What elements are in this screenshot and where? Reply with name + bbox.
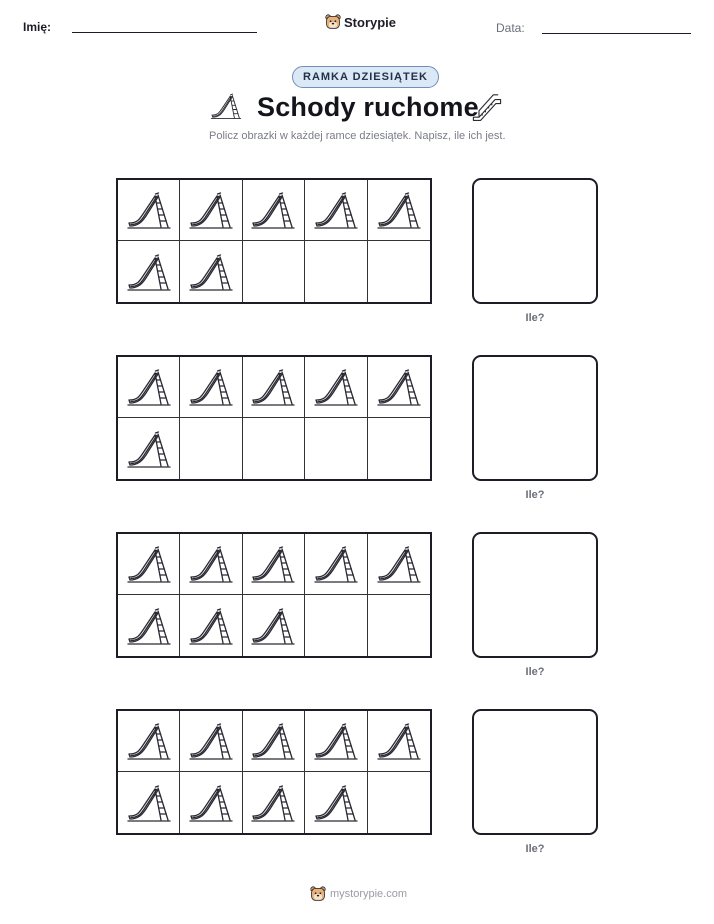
slide-icon: [127, 190, 171, 230]
ten-frame: [116, 178, 432, 304]
slide-icon: [127, 783, 171, 823]
frame-cell: [305, 595, 367, 656]
slide-icon: [210, 92, 242, 120]
ten-frame: [116, 532, 432, 658]
slide-icon: [127, 721, 171, 761]
footer: [310, 886, 407, 902]
bear-face-icon: [310, 886, 326, 902]
page-title: Schody ruchome: [257, 92, 479, 122]
frame-cell: [243, 357, 305, 418]
frame-cell: [368, 534, 430, 595]
frame-cell: [305, 418, 367, 479]
slide-icon: [314, 544, 358, 584]
frame-cell: [243, 418, 305, 479]
escalator-icon: [471, 90, 503, 122]
frame-cell: [305, 534, 367, 595]
frame-cell: [180, 534, 242, 595]
answer-label: Ile?: [525, 666, 545, 678]
slide-icon: [251, 721, 295, 761]
answer-box[interactable]: [472, 355, 598, 481]
slide-icon: [127, 544, 171, 584]
frame-cell: [118, 418, 180, 479]
frame-cell: [368, 180, 430, 241]
frame-cell: [180, 711, 242, 772]
slide-icon: [314, 783, 358, 823]
slide-icon: [314, 367, 358, 407]
frame-cell: [118, 241, 180, 302]
frame-cell: [368, 711, 430, 772]
slide-icon: [314, 721, 358, 761]
frame-cell: [180, 241, 242, 302]
slide-icon: [377, 544, 421, 584]
frame-cell: [368, 595, 430, 656]
frame-cell: [368, 772, 430, 833]
frame-cell: [118, 180, 180, 241]
frame-cell: [180, 357, 242, 418]
slide-icon: [127, 606, 171, 646]
frame-cell: [305, 180, 367, 241]
frame-cell: [180, 180, 242, 241]
slide-icon: [189, 367, 233, 407]
worksheet-type-badge: RAMKA DZIESIĄTEK: [292, 66, 439, 88]
frame-cell: [180, 418, 242, 479]
frame-cell: [368, 418, 430, 479]
frame-cell: [243, 534, 305, 595]
slide-icon: [377, 721, 421, 761]
slide-icon: [251, 367, 295, 407]
frame-cell: [305, 711, 367, 772]
footer-url: mystorypie.com: [330, 888, 408, 900]
answer-box[interactable]: [472, 178, 598, 304]
slide-icon: [314, 190, 358, 230]
frame-cell: [118, 595, 180, 656]
slide-icon: [189, 544, 233, 584]
frame-cell: [243, 241, 305, 302]
answer-box[interactable]: [472, 532, 598, 658]
frame-cell: [243, 772, 305, 833]
slide-icon: [189, 190, 233, 230]
frame-cell: [180, 772, 242, 833]
frame-cell: [368, 241, 430, 302]
slide-icon: [189, 252, 233, 292]
ten-frame: [116, 709, 432, 835]
bear-face-icon: [325, 14, 341, 30]
date-label: Data:: [496, 21, 525, 35]
slide-icon: [189, 721, 233, 761]
slide-icon: [251, 606, 295, 646]
slide-icon: [251, 544, 295, 584]
name-line[interactable]: [72, 32, 257, 33]
frame-cell: [305, 772, 367, 833]
slide-icon: [377, 367, 421, 407]
frame-cell: [305, 357, 367, 418]
answer-label: Ile?: [525, 489, 545, 501]
slide-icon: [127, 429, 171, 469]
frame-cell: [118, 534, 180, 595]
answer-label: Ile?: [525, 312, 545, 324]
frame-cell: [305, 241, 367, 302]
frame-cell: [180, 595, 242, 656]
answer-label: Ile?: [525, 843, 545, 855]
frame-cell: [118, 357, 180, 418]
frame-cell: [368, 357, 430, 418]
slide-icon: [127, 252, 171, 292]
frame-cell: [118, 711, 180, 772]
frame-cell: [243, 180, 305, 241]
slide-icon: [251, 783, 295, 823]
ten-frame: [116, 355, 432, 481]
slide-icon: [127, 367, 171, 407]
answer-box[interactable]: [472, 709, 598, 835]
slide-icon: [377, 190, 421, 230]
frame-cell: [243, 595, 305, 656]
name-label: Imię:: [23, 20, 52, 34]
slide-icon: [189, 783, 233, 823]
brand-logo: [325, 14, 396, 30]
slide-icon: [189, 606, 233, 646]
frame-cell: [243, 711, 305, 772]
frame-cell: [118, 772, 180, 833]
instructions: Policz obrazki w każdej ramce dziesiątek. Napisz, ile ich jest.: [209, 130, 506, 142]
brand-name: Storypie: [344, 14, 397, 30]
slide-icon: [251, 190, 295, 230]
date-line[interactable]: [542, 33, 691, 34]
